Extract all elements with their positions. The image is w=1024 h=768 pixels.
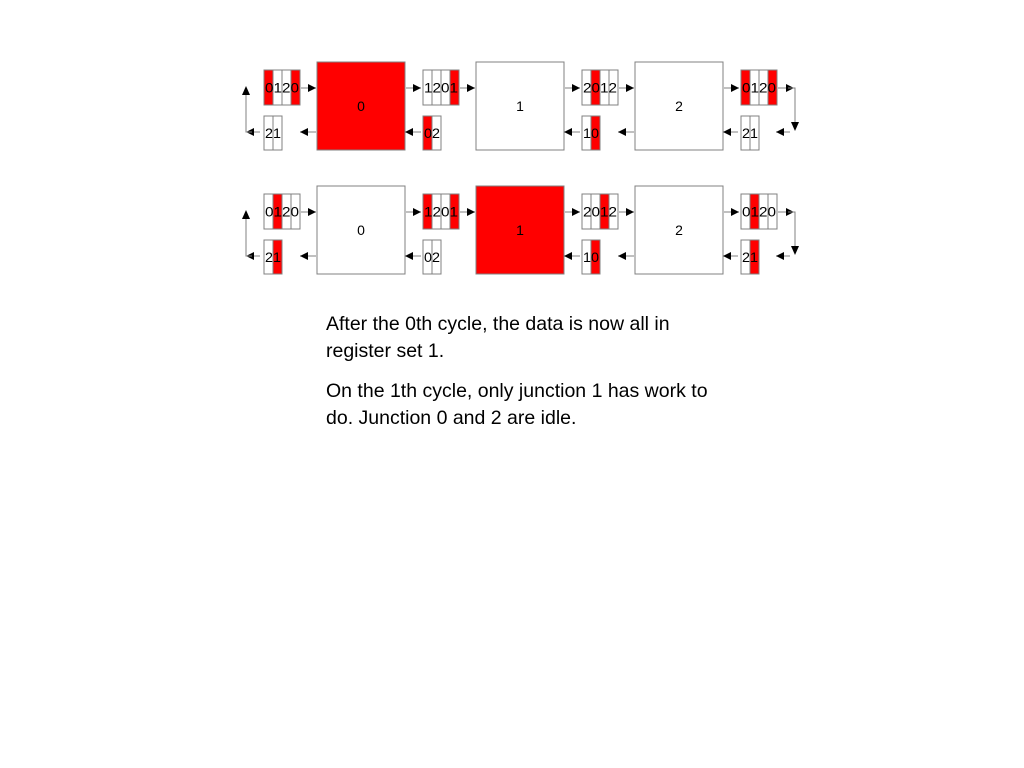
- lower-register-digits: 21: [265, 125, 282, 141]
- left-arrow-head: [776, 128, 784, 136]
- right-arrow-head: [626, 84, 634, 92]
- loop-back-left-line: [246, 95, 252, 132]
- loop-back-right-line: [788, 88, 795, 122]
- left-arrow-head: [564, 252, 572, 260]
- left-arrow-head: [564, 128, 572, 136]
- right-arrow-head: [467, 84, 475, 92]
- upper-register-digits: 1201: [424, 79, 459, 96]
- right-arrow-head: [413, 208, 421, 216]
- right-arrow-head: [308, 208, 316, 216]
- left-arrow-head: [300, 252, 308, 260]
- loop-back-left-line: [246, 219, 252, 256]
- lower-register-digits: 02: [424, 125, 441, 141]
- loop-back-right-line: [788, 212, 795, 246]
- lower-register-digits: 21: [265, 249, 282, 265]
- loop-back-right-head: [791, 122, 799, 131]
- junction-label: 0: [357, 98, 365, 114]
- junction-label: 2: [675, 98, 683, 114]
- upper-register-digits: 0120: [742, 79, 777, 96]
- lower-register-digits: 21: [742, 125, 759, 141]
- junction-pipeline-diagram: [0, 0, 1024, 300]
- left-arrow-head: [405, 252, 413, 260]
- loop-back-right-head: [791, 246, 799, 255]
- caption-paragraph-2: On the 1th cycle, only junction 1 has work to do. Junction 0 and 2 are idle.: [326, 380, 708, 429]
- loop-back-left-head: [242, 86, 250, 95]
- right-arrow-head: [731, 208, 739, 216]
- right-arrow-head: [731, 84, 739, 92]
- junction-label: 1: [516, 98, 524, 114]
- left-arrow-head: [723, 252, 731, 260]
- right-arrow-head: [626, 208, 634, 216]
- upper-register-digits: 2012: [583, 203, 618, 220]
- junction-label: 1: [516, 222, 524, 238]
- lower-register-digits: 10: [583, 249, 600, 265]
- left-arrow-head: [405, 128, 413, 136]
- left-arrow-head: [723, 128, 731, 136]
- upper-register-digits: 0120: [742, 203, 777, 220]
- left-arrow-head: [618, 252, 626, 260]
- left-arrow-head: [776, 252, 784, 260]
- junction-label: 2: [675, 222, 683, 238]
- lower-register-digits: 21: [742, 249, 759, 265]
- right-arrow-head: [572, 84, 580, 92]
- upper-register-digits: 2012: [583, 79, 618, 96]
- lower-register-digits: 02: [424, 249, 441, 265]
- upper-register-digits: 0120: [265, 203, 300, 220]
- upper-register-digits: 1201: [424, 203, 459, 220]
- right-arrow-head: [413, 84, 421, 92]
- loop-back-left-head: [242, 210, 250, 219]
- right-arrow-head: [572, 208, 580, 216]
- right-arrow-head: [467, 208, 475, 216]
- right-arrow-head: [308, 84, 316, 92]
- upper-register-digits: 0120: [265, 79, 300, 96]
- lower-register-digits: 10: [583, 125, 600, 141]
- caption-paragraph-1: After the 0th cycle, the data is now all in register set 1.: [326, 313, 670, 362]
- left-arrow-head: [618, 128, 626, 136]
- junction-label: 0: [357, 222, 365, 238]
- left-arrow-head: [300, 128, 308, 136]
